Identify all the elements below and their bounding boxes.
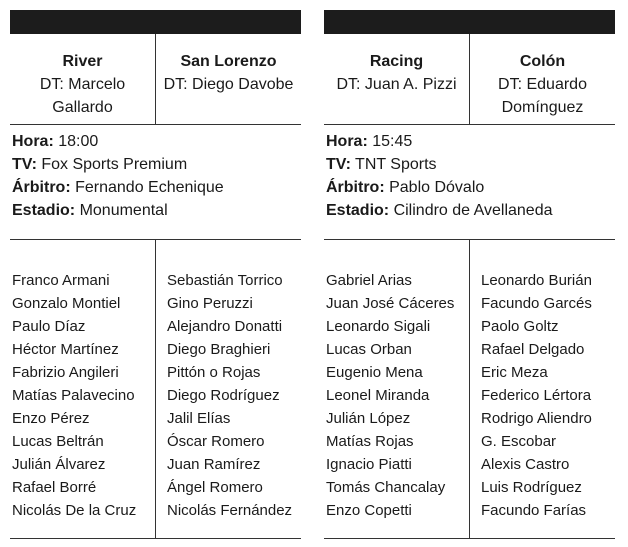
player-name: Leonardo Burián: [481, 272, 592, 289]
player-name: Federico Lértora: [481, 387, 592, 404]
player-name: Facundo Garcés: [481, 295, 592, 312]
home-team: [324, 50, 469, 96]
player-name: Eric Meza: [481, 364, 548, 381]
player-name: Nicolás De la Cruz: [12, 502, 137, 519]
away-team: [156, 50, 301, 96]
player-name: Diego Braghieri: [167, 341, 271, 358]
away-team-coach: DT: Diego Davobe: [163, 76, 294, 93]
home-team-coach: DT: Juan A. Pizzi: [336, 76, 457, 93]
player-name: Tomás Chancalay: [326, 479, 446, 496]
player-name: Paulo Díaz: [12, 318, 86, 335]
arbitro-value: Fernando Echenique: [70, 179, 224, 196]
player-name: Rafael Delgado: [481, 341, 585, 358]
player-name: Julián Álvarez: [12, 456, 106, 473]
player-name: Óscar Romero: [167, 433, 265, 450]
player-name: Paolo Goltz: [481, 318, 559, 335]
match-card-river-san-lorenzo: [10, 10, 301, 540]
player-name: Rodrigo Aliendro: [481, 410, 592, 427]
arbitro-row: [326, 176, 553, 199]
divider: [10, 124, 301, 125]
player-name: Ángel Romero: [167, 479, 263, 496]
player-name: Leonel Miranda: [326, 387, 430, 404]
arbitro-row: [12, 176, 224, 199]
hora-row: [12, 130, 224, 153]
away-lineup: [167, 269, 292, 522]
player-name: Matías Palavecino: [12, 387, 135, 404]
player-name: Lucas Orban: [326, 341, 412, 358]
player-name: Sebastián Torrico: [167, 272, 283, 289]
home-lineup: [12, 269, 136, 522]
player-name: Jalil Elías: [167, 410, 231, 427]
match-card-racing-colon: [324, 10, 615, 540]
player-name: G. Escobar: [481, 433, 557, 450]
player-name: Alexis Castro: [481, 456, 570, 473]
arbitro-label: Árbitro:: [326, 179, 385, 196]
estadio-value: Monumental: [75, 202, 168, 219]
header-bar: [324, 10, 615, 34]
tv-row: [326, 153, 553, 176]
hora-label: Hora:: [12, 133, 54, 150]
player-name: Franco Armani: [12, 272, 110, 289]
estadio-label: Estadio:: [326, 202, 390, 219]
tv-label: TV:: [326, 156, 351, 173]
player-name: Diego Rodríguez: [167, 387, 280, 404]
divider: [324, 538, 615, 539]
player-name: Pittón o Rojas: [167, 364, 261, 381]
divider: [10, 538, 301, 539]
tv-row: [12, 153, 224, 176]
player-name: Leonardo Sigali: [326, 318, 431, 335]
player-name: Luis Rodríguez: [481, 479, 582, 496]
estadio-value: Cilindro de Avellaneda: [389, 202, 553, 219]
estadio-label: Estadio:: [12, 202, 76, 219]
player-name: Lucas Beltrán: [12, 433, 104, 450]
match-info: [326, 130, 553, 222]
tv-value: TNT Sports: [350, 156, 437, 173]
away-lineup: [481, 269, 592, 522]
player-name: Alejandro Donatti: [167, 318, 283, 335]
hora-value: 15:45: [367, 133, 413, 150]
estadio-row: [326, 199, 553, 222]
away-team-coach: DT: Eduardo Domínguez: [498, 76, 587, 116]
hora-value: 18:00: [53, 133, 99, 150]
player-name: Gonzalo Montiel: [12, 295, 121, 312]
player-name: Héctor Martínez: [12, 341, 119, 358]
column-divider: [155, 239, 156, 538]
away-team-name: San Lorenzo: [180, 53, 277, 70]
player-name: Juan Ramírez: [167, 456, 261, 473]
player-name: Gabriel Arias: [326, 272, 412, 289]
player-name: Fabrizio Angileri: [12, 364, 119, 381]
away-team-name: Colón: [519, 53, 566, 70]
hora-label: Hora:: [326, 133, 368, 150]
header-bar: [10, 10, 301, 34]
player-name: Rafael Borré: [12, 479, 97, 496]
home-team: [10, 50, 155, 119]
tv-label: TV:: [12, 156, 37, 173]
match-info: [12, 130, 224, 222]
home-team-name: Racing: [369, 53, 424, 70]
column-divider: [469, 239, 470, 538]
player-name: Juan José Cáceres: [326, 295, 455, 312]
player-name: Ignacio Piatti: [326, 456, 412, 473]
arbitro-value: Pablo Dóvalo: [384, 179, 485, 196]
player-name: Julián López: [326, 410, 411, 427]
tv-value: Fox Sports Premium: [36, 156, 188, 173]
hora-row: [326, 130, 553, 153]
home-team-name: River: [62, 53, 103, 70]
divider: [324, 124, 615, 125]
player-name: Facundo Farías: [481, 502, 587, 519]
arbitro-label: Árbitro:: [12, 179, 71, 196]
home-lineup: [326, 269, 454, 522]
player-name: Gino Peruzzi: [167, 295, 253, 312]
player-name: Eugenio Mena: [326, 364, 423, 381]
player-name: Nicolás Fernández: [167, 502, 293, 519]
player-name: Matías Rojas: [326, 433, 414, 450]
player-name: Enzo Copetti: [326, 502, 412, 519]
home-team-coach: DT: Marcelo Gallardo: [39, 76, 126, 116]
away-team: [470, 50, 615, 119]
player-name: Enzo Pérez: [12, 410, 90, 427]
estadio-row: [12, 199, 224, 222]
